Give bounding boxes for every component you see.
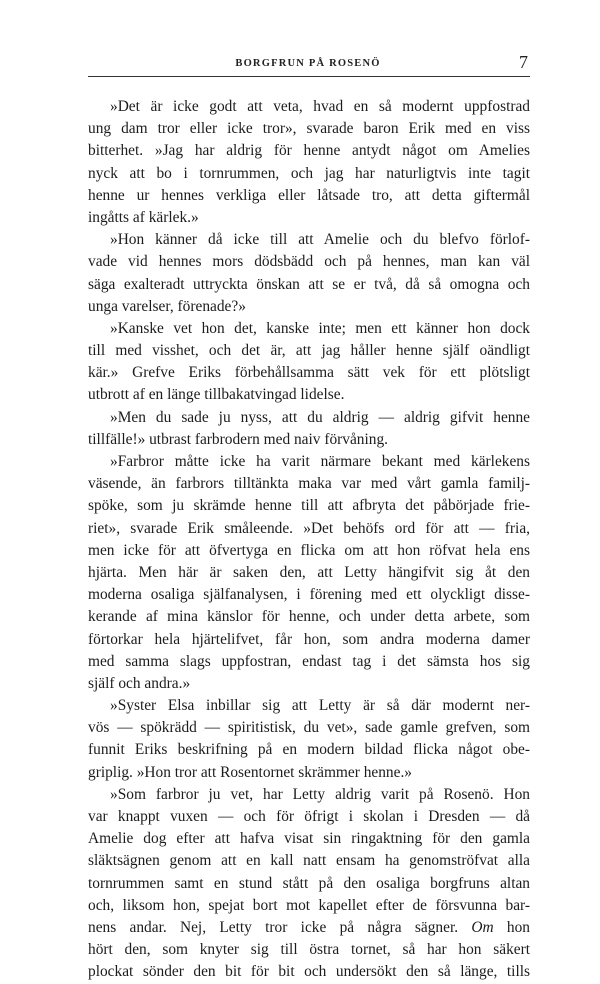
text-line: till med visshet, och det är, att jag håller henne själf oändligt — [88, 342, 530, 360]
paragraph — [88, 96, 530, 229]
text-line: funnit Eriks beskrifning på en modern bildad flicka något obe- — [88, 741, 530, 759]
text-line: var knappt vuxen — och för öfrigt i skolan i Dresden — då — [88, 808, 530, 825]
paragraph — [88, 695, 530, 784]
paragraph — [88, 784, 530, 984]
text-line: nyck att bo i tornrummen, och jag har naturligtvis inte tagit — [88, 164, 530, 182]
text-line: hört den, som knyter sig till östra tornet, så har hon säkert — [88, 941, 530, 959]
text-line: moderna osaliga själfanalysen, i förening med ett olyckligt disse- — [88, 586, 530, 604]
running-title: BORGFRUN PÅ ROSENÖ — [235, 58, 381, 69]
text-line: och, liksom hon, spejat bort mot kapellet efter de försvunna bar- — [88, 896, 530, 914]
text-line: griplig. »Hon tror att Rosentornet skrämmer henne.» — [88, 763, 412, 781]
text-line: unga varelser, förenade?» — [88, 297, 246, 315]
page-header — [88, 52, 528, 74]
paragraph — [88, 451, 530, 695]
body-text — [88, 96, 530, 984]
text-line: spöke, som ju skrämde henne till att afbryta det påbörjade frie- — [88, 497, 530, 515]
text-line: säga exalteradt uttryckta önskan att se er två, då så omogna och — [88, 275, 530, 293]
text-line: Amelie dog efter att hafva visat sin ringaktning för den gamla — [88, 830, 530, 848]
text-line: släktsägnen genom att en kall natt ensam ha genomströfvat alla — [88, 852, 530, 870]
text-line: vade vid hennes mors dödsbädd och på hennes, man kan väl — [88, 253, 530, 271]
text-line: tornrummen samt en stund stått på den osaliga borgfruns altan — [88, 874, 530, 892]
text-line: utbrott af en länge tillbakatvingad lidelse. — [88, 386, 345, 404]
text-line: ingåtts af kärlek.» — [88, 208, 199, 226]
text-line: hjärta. Men här är saken den, att Letty hängifvit sig åt den — [88, 563, 530, 581]
text-line: »Kanske vet hon det, kanske inte; men ett känner hon dock — [110, 319, 530, 337]
text-line: kär.» Grefve Eriks förbehållsamma sätt vek för ett plötsligt — [88, 364, 530, 382]
text-line: förtorkar hela hjärtelifvet, får hon, som andra moderna damer — [88, 630, 530, 648]
paragraph — [88, 318, 530, 407]
text-line: plockat sönder den bit för bit och undersökt den så länge, tills — [88, 963, 530, 981]
text-line: väsende, än farbrors tilltänkta maka var med vårt gamla familj- — [88, 475, 530, 493]
paragraph — [88, 407, 530, 451]
text-line: vös — spökrädd — spiritistisk, du vet», sade gamle grefven, som — [88, 719, 530, 737]
emphasis: Om — [471, 918, 494, 936]
page-number: 7 — [519, 52, 528, 72]
paragraph — [88, 229, 530, 318]
text-line: kerande af mina känslor för henne, och under detta arbete, som — [88, 608, 530, 626]
text-line: tillfälle!» utbrast farbrodern med naiv förvåning. — [88, 430, 389, 448]
text-line: »Det är icke godt att veta, hvad en så modernt uppfostrad — [110, 98, 530, 115]
text-line: »Hon känner då icke till att Amelie och du blefvo förlof- — [110, 231, 530, 249]
header-rule — [88, 76, 530, 77]
text-line: med samma slags uppfostran, endast tag i det sämsta hos sig — [88, 652, 530, 670]
text-line: nens andar. Nej, Letty tror icke på några sägner. Om hon — [88, 918, 530, 936]
text-line: »Farbror måtte icke ha varit närmare bekant med kärlekens — [110, 453, 530, 470]
text-line: men icke för att öfvertyga en flicka om att hon röfvat hela ens — [88, 541, 530, 559]
text-line: bitterhet. »Jag har aldrig för henne antydt något om Amelies — [88, 142, 530, 160]
text-line: »Som farbror ju vet, har Letty aldrig varit på Rosenö. Hon — [110, 785, 530, 803]
text-line: riet», svarade Erik småleende. »Det behöfs ord för att — fria, — [88, 519, 530, 537]
text-line: ung dam tror eller icke tror», svarade baron Erik med en viss — [88, 120, 530, 138]
text-line: henne ur hennes verkliga eller låtsade tro, att detta giftermål — [88, 186, 530, 204]
text-line: själf och andra.» — [88, 674, 191, 692]
text-line: »Syster Elsa inbillar sig att Letty är så där modernt ner- — [110, 697, 530, 715]
text-line: »Men du sade ju nyss, att du aldrig — aldrig gifvit henne — [110, 408, 530, 426]
